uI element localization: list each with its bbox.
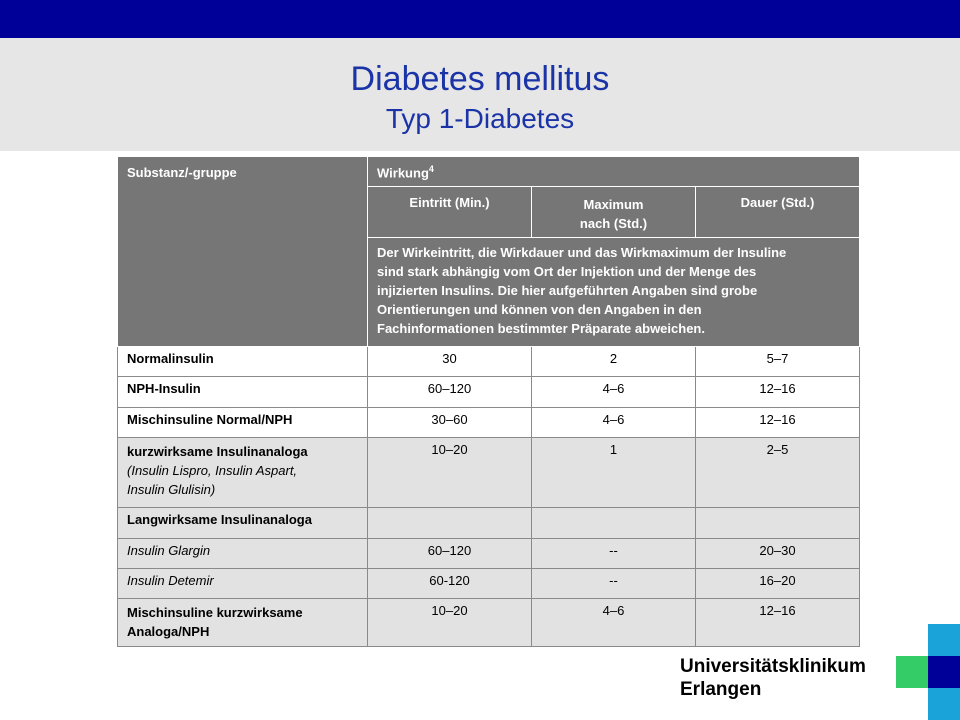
row-dauer: 2–5 [696, 438, 860, 508]
row-name: Insulin Detemir [118, 569, 368, 599]
header-dauer: Dauer (Std.) [696, 187, 860, 238]
logo-square-icon [928, 624, 960, 656]
row-maximum: 1 [532, 438, 696, 508]
logo-line-2: Erlangen [680, 679, 762, 700]
table-row [118, 347, 860, 377]
row-maximum: -- [532, 569, 696, 599]
row-dauer: 16–20 [696, 569, 860, 599]
header-maximum: Maximum nach (Std.) [532, 187, 696, 238]
row-name: kurzwirksame Insulinanaloga (Insulin Lispro, Insulin Aspart, Insulin Glulisin) [118, 438, 368, 508]
header-note: Der Wirkeintritt, die Wirkdauer und das Wirkmaximum der Insuline sind stark abhängig vom Ort der Injektion und der Menge des injizierten Insulins. Die hier aufgeführten Angaben sind grobe Orientierungen und können von den Angaben in den Fachinformationen bestimmter Präparate abweichen. [368, 238, 860, 347]
slide-title: Diabetes mellitus [350, 60, 610, 98]
row-maximum: 4–6 [532, 408, 696, 438]
row-eintritt [368, 508, 532, 539]
logo-square-icon [928, 688, 960, 720]
logo-line-1: Universitätsklinikum [680, 656, 866, 677]
table-row [118, 508, 860, 539]
row-name: Mischinsuline Normal/NPH [118, 408, 368, 438]
header-wirkung: Wirkung$^4$ [368, 157, 860, 187]
row-eintritt: 10–20 [368, 438, 532, 508]
insulin-table [117, 156, 860, 647]
row-dauer [696, 508, 860, 539]
row-eintritt: 60–120 [368, 377, 532, 408]
logo-square-icon [896, 656, 928, 688]
row-maximum: -- [532, 539, 696, 569]
row-dauer: 12–16 [696, 599, 860, 647]
row-name: Mischinsuline kurzwirksame Analoga/NPH [118, 599, 368, 647]
table-row [118, 408, 860, 438]
row-eintritt: 30 [368, 347, 532, 377]
table-row [118, 377, 860, 408]
row-eintritt: 30–60 [368, 408, 532, 438]
row-name: NPH-Insulin [118, 377, 368, 408]
row-maximum [532, 508, 696, 539]
row-dauer: 12–16 [696, 408, 860, 438]
row-maximum: 4–6 [532, 377, 696, 408]
row-maximum: 4–6 [532, 599, 696, 647]
table-row [118, 539, 860, 569]
row-name: Normalinsulin [118, 347, 368, 377]
row-maximum: 2 [532, 347, 696, 377]
row-name: Insulin Glargin [118, 539, 368, 569]
row-eintritt: 10–20 [368, 599, 532, 647]
logo-square-icon [928, 656, 960, 688]
header-substance: Substanz/-gruppe [118, 157, 368, 347]
header-eintritt: Eintritt (Min.) [368, 187, 532, 238]
row-dauer: 20–30 [696, 539, 860, 569]
table-row [118, 438, 860, 508]
top-bar [0, 0, 960, 38]
logo-wordmark [680, 655, 866, 701]
row-dauer: 5–7 [696, 347, 860, 377]
row-name: Langwirksame Insulinanaloga [118, 508, 368, 539]
row-eintritt: 60–120 [368, 539, 532, 569]
table-row [118, 599, 860, 647]
row-eintritt: 60-120 [368, 569, 532, 599]
row-dauer: 12–16 [696, 377, 860, 408]
table-row [118, 569, 860, 599]
slide-subtitle: Typ 1-Diabetes [385, 103, 575, 134]
